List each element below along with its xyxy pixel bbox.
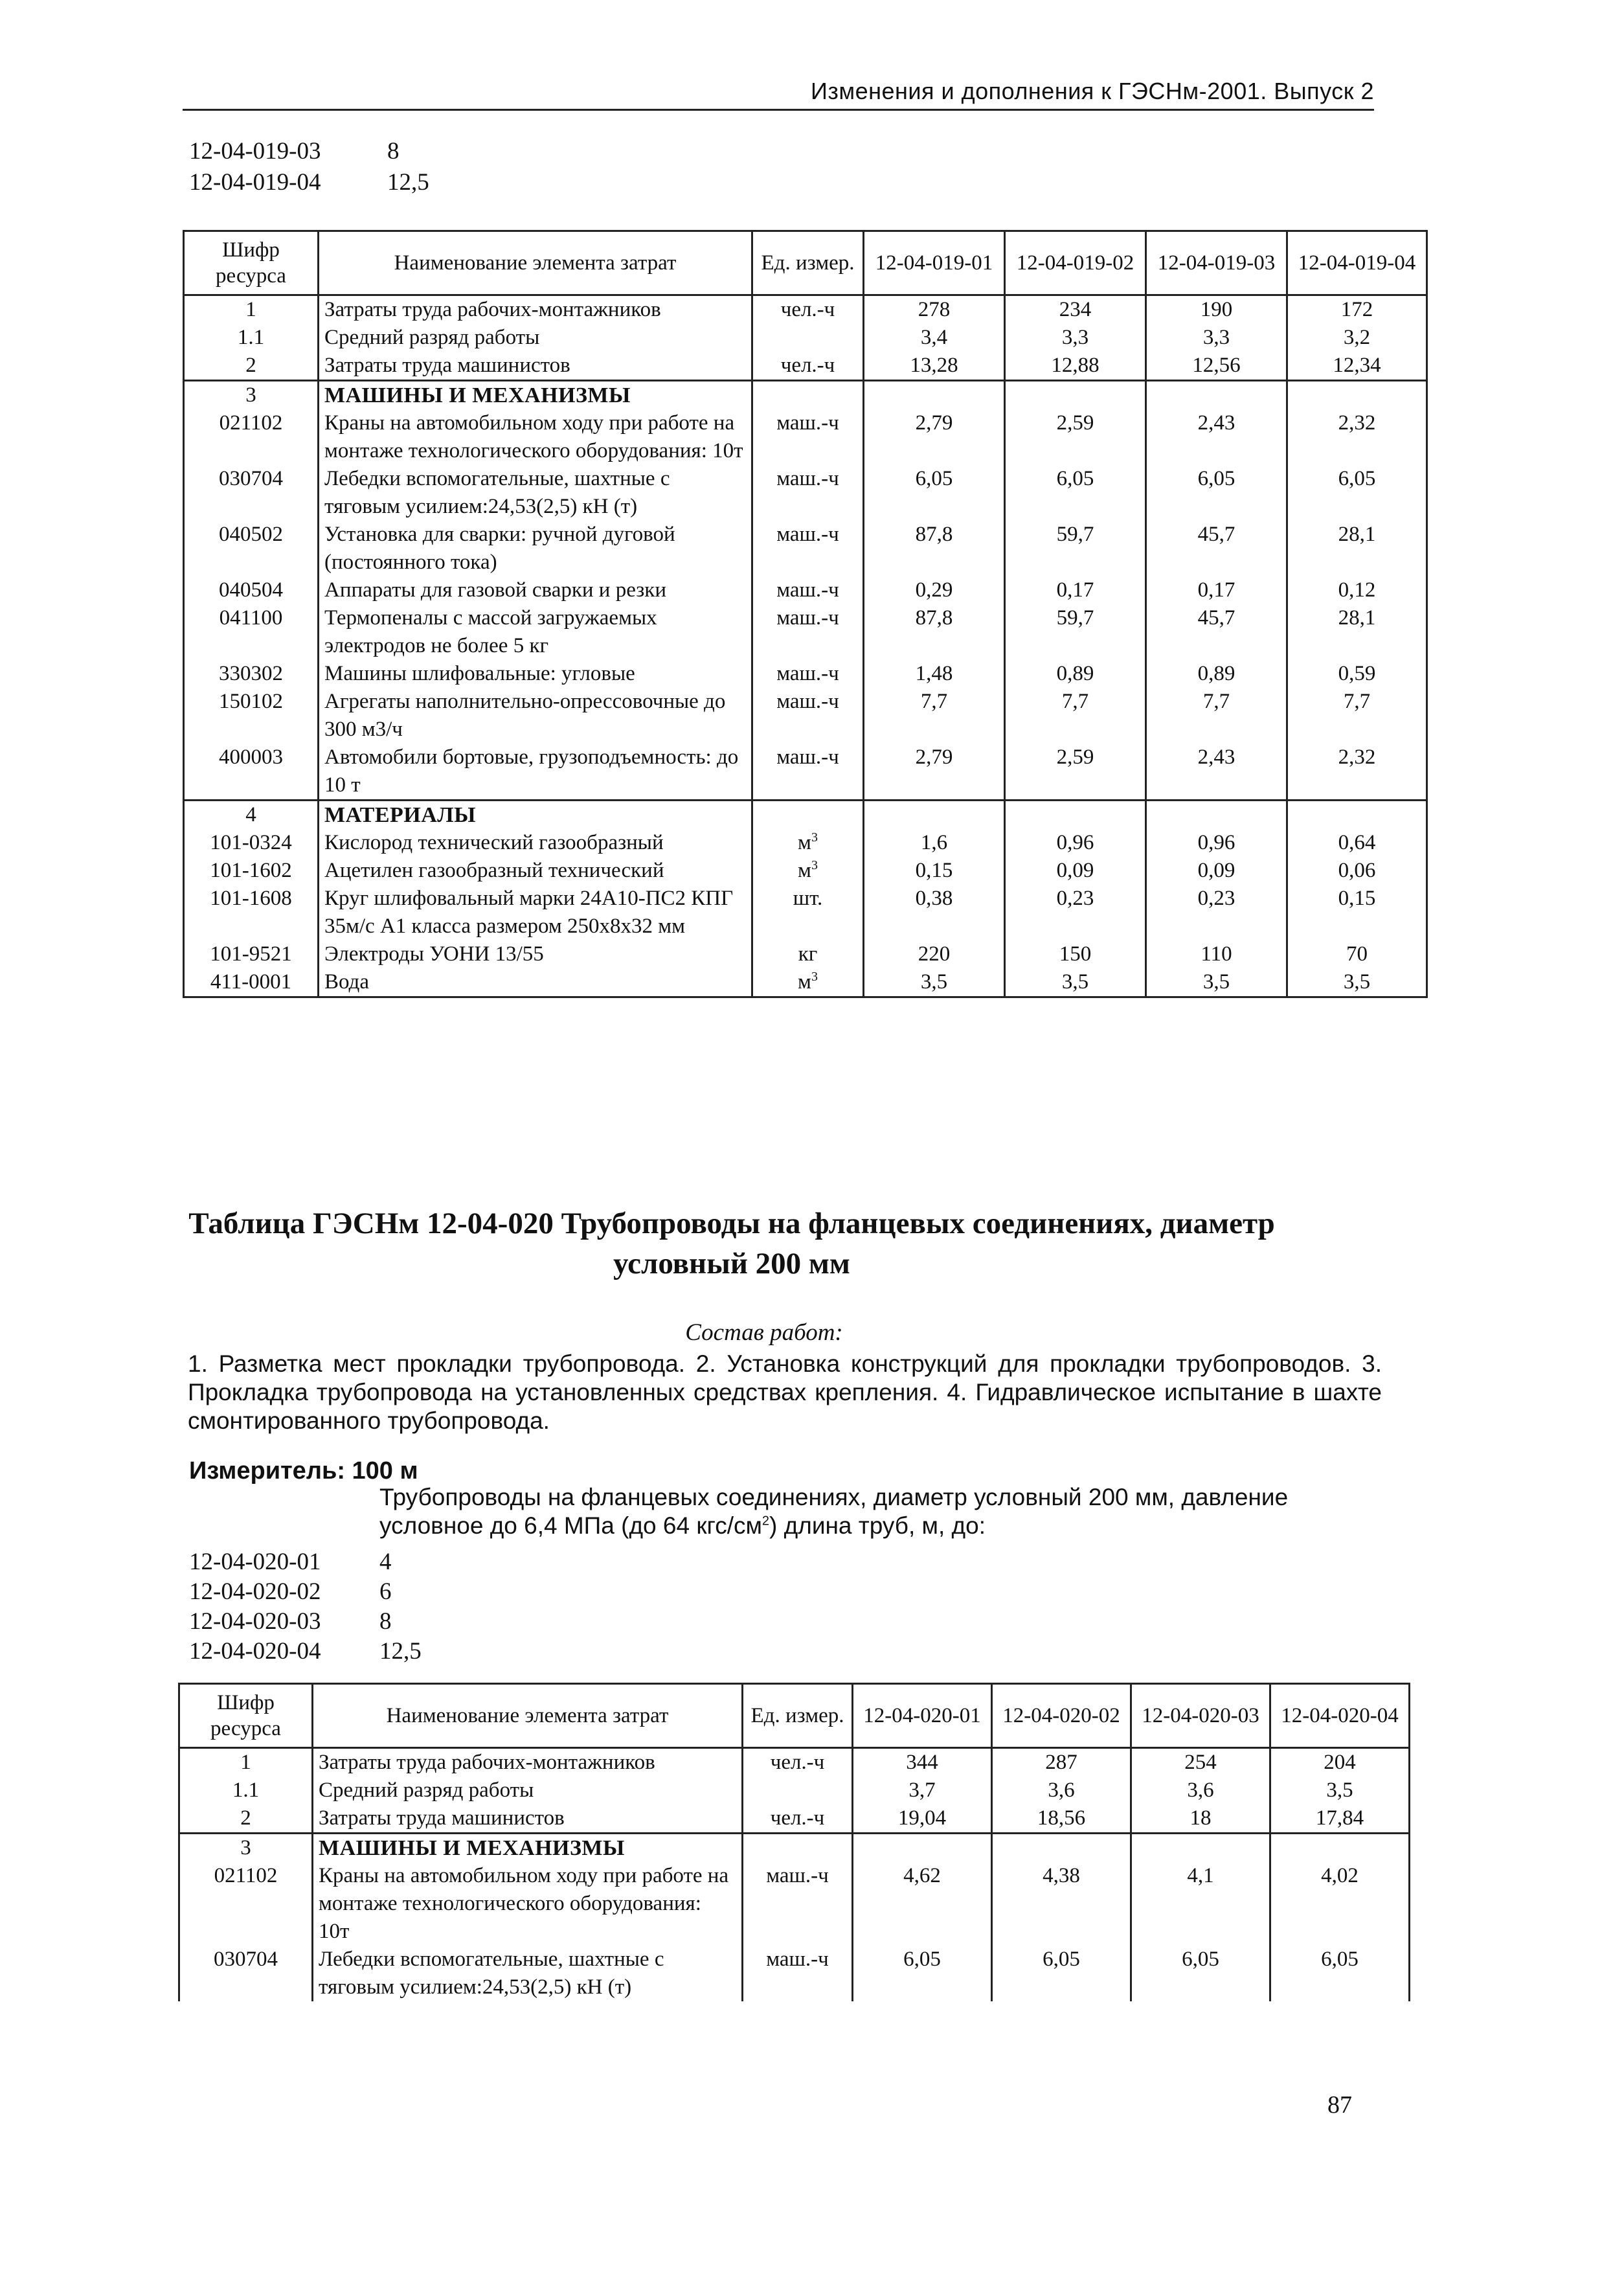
value-cell: 6,05 [1005,465,1146,521]
value-cell: 18,56 [992,1804,1131,1834]
table-row [179,1804,1410,1834]
value-cell: 0,15 [1287,885,1427,940]
cost-element-name: Затраты труда машинистов [319,352,752,381]
col-header-name: Наименование элемента затрат [319,231,752,295]
meter-label: Измеритель: 100 м [189,1457,418,1484]
section-row [184,801,1427,830]
table-row [184,857,1427,885]
code-label: 12-04-020-03 [189,1608,321,1635]
empty-cell [1287,801,1427,830]
cost-element-name: Затраты труда рабочих-монтажников [319,295,752,324]
section-name: МАТЕРИАЛЫ [319,801,752,830]
table-row [184,465,1427,521]
table-row [184,521,1427,576]
unit-cell: маш.-ч [752,465,864,521]
unit-cell: $м^3$ [752,968,864,997]
codes-list [189,1548,578,1667]
value-cell: 7,7 [1287,688,1427,744]
section-row [179,1834,1410,1863]
resource-code: 400003 [184,744,319,801]
unit-cell: маш.-ч [752,688,864,744]
resource-code: 3 [179,1834,313,1863]
cost-element-name: Электроды УОНИ 13/55 [319,940,752,968]
table-row [184,660,1427,688]
unit-cell: $м^3$ [752,829,864,857]
unit-cell: маш.-ч [752,576,864,604]
code-value: 12,5 [387,169,429,196]
resource-code: 1.1 [184,324,319,352]
works-text: 1. Разметка мест прокладки трубопровода. 2. Установка конструкций для прокладки трубопроводов. 3. Прокладка трубопровода на установленных средствах крепления. 4. Гидравлическое испытание в шахте смонтированного трубопровода. [188,1350,1382,1434]
resource-code: 411-0001 [184,968,319,997]
unit-cell: маш.-ч [743,1946,853,2001]
resource-code: 2 [184,352,319,381]
value-cell: 2,79 [864,744,1005,801]
value-cell: 4,62 [853,1862,992,1946]
resource-code: 041100 [184,604,319,660]
cost-element-name: Установка для сварки: ручной дуговой (постоянного тока) [319,521,752,576]
value-cell: 45,7 [1146,521,1287,576]
value-cell: 3,6 [992,1777,1131,1804]
resource-code: 330302 [184,660,319,688]
value-cell: 278 [864,295,1005,324]
value-cell: 0,29 [864,576,1005,604]
code-value: 8 [387,138,400,165]
page-number: 87 [1327,2091,1352,2119]
value-cell: 2,43 [1146,744,1287,801]
value-cell: 150 [1005,940,1146,968]
value-cell: 1,6 [864,829,1005,857]
table-row [179,1748,1410,1777]
cost-element-name: Лебедки вспомогательные, шахтные с тяговым усилием:24,53(2,5) кН (т) [319,465,752,521]
value-cell: 0,96 [1146,829,1287,857]
value-cell: 12,88 [1005,352,1146,381]
resource-code: 021102 [179,1862,313,1946]
value-cell: 3,6 [1131,1777,1270,1804]
value-cell: 3,7 [853,1777,992,1804]
table-row [184,576,1427,604]
col-header-value: 12-04-019-04 [1287,231,1427,295]
value-cell: 28,1 [1287,604,1427,660]
cost-element-name: Кислород технический газообразный [319,829,752,857]
code-label: 12-04-020-04 [189,1638,321,1665]
header-title: Изменения и дополнения к ГЭСНм-2001. Выпуск 2 [811,78,1374,104]
value-cell: 2,59 [1005,409,1146,465]
empty-cell [1146,801,1287,830]
value-cell: 12,56 [1146,352,1287,381]
value-cell: 3,3 [1005,324,1146,352]
code-value: 12,5 [379,1638,422,1665]
value-cell: 17,84 [1270,1804,1410,1834]
value-cell: 12,34 [1287,352,1427,381]
table-header-row [184,231,1427,295]
code-label: 12-04-020-01 [189,1549,321,1575]
value-cell: 4,02 [1270,1862,1410,1946]
table-row [179,1946,1410,2001]
cost-element-name: Круг шлифовальный марки 24А10-ПС2 КПГ 35м/с А1 класса размером 250х8х32 мм [319,885,752,940]
empty-cell [1005,801,1146,830]
col-header-value: 12-04-020-02 [992,1684,1131,1748]
col-header-value: 12-04-020-04 [1270,1684,1410,1748]
cost-element-name: Средний разряд работы [319,324,752,352]
resource-code: 101-1608 [184,885,319,940]
value-cell: 344 [853,1748,992,1777]
col-header-code: Шифр ресурса [179,1684,313,1748]
item-description: Трубопроводы на фланцевых соединениях, диаметр условный 200 мм, давление условное до 6,4 МПа (до 64 кгс/$см^2$) длина труб, м, до: [379,1484,1289,1539]
value-cell: 6,05 [1146,465,1287,521]
value-cell: 172 [1287,295,1427,324]
code-value: 8 [379,1608,392,1635]
cost-element-name: Машины шлифовальные: угловые [319,660,752,688]
resource-code: 4 [184,801,319,830]
code-row [189,1608,578,1637]
value-cell: 1,48 [864,660,1005,688]
code-value: 4 [379,1549,392,1575]
table-row [184,744,1427,801]
section-row [184,381,1427,410]
table-row [184,885,1427,940]
value-cell: 6,05 [1131,1946,1270,2001]
value-cell: 18 [1131,1804,1270,1834]
value-cell: 28,1 [1287,521,1427,576]
value-cell: 6,05 [1287,465,1427,521]
col-header-unit: Ед. измер. [752,231,864,295]
unit-cell [752,324,864,352]
value-cell: 2,43 [1146,409,1287,465]
unit-cell: чел.-ч [743,1804,853,1834]
value-cell: 6,05 [853,1946,992,2001]
table-row [179,1777,1410,1804]
unit-cell: маш.-ч [743,1862,853,1946]
cost-element-name: Автомобили бортовые, грузоподъемность: до 10 т [319,744,752,801]
resource-code: 021102 [184,409,319,465]
resource-table-019 [183,230,1428,998]
resource-code: 101-0324 [184,829,319,857]
table-row [184,688,1427,744]
empty-cell [864,801,1005,830]
empty-cell [992,1834,1131,1863]
value-cell: 45,7 [1146,604,1287,660]
value-cell: 0,17 [1005,576,1146,604]
cost-element-name: Лебедки вспомогательные, шахтные с тяговым усилием:24,53(2,5) кН (т) [313,1946,743,2001]
value-cell: 59,7 [1005,521,1146,576]
col-header-code: Шифр ресурса [184,231,319,295]
cost-element-name: Аппараты для газовой сварки и резки [319,576,752,604]
resource-code: 030704 [184,465,319,521]
cost-element-name: Вода [319,968,752,997]
unit-cell: маш.-ч [752,604,864,660]
table-row [184,409,1427,465]
value-cell: 0,38 [864,885,1005,940]
value-cell: 3,2 [1287,324,1427,352]
unit-cell: маш.-ч [752,660,864,688]
value-cell: 0,09 [1146,857,1287,885]
unit-cell: шт. [752,885,864,940]
code-row [189,1637,578,1667]
resource-code: 030704 [179,1946,313,2001]
col-header-value: 12-04-019-03 [1146,231,1287,295]
value-cell: 234 [1005,295,1146,324]
value-cell: 59,7 [1005,604,1146,660]
code-label: 12-04-019-04 [189,169,321,196]
section-name: МАШИНЫ И МЕХАНИЗМЫ [313,1834,743,1863]
resource-code: 150102 [184,688,319,744]
resource-table-020 [178,1683,1410,2001]
table-row [184,352,1427,381]
value-cell: 0,17 [1146,576,1287,604]
value-cell: 7,7 [1146,688,1287,744]
value-cell: 87,8 [864,604,1005,660]
table-row [184,968,1427,997]
resource-code: 3 [184,381,319,410]
code-label: 12-04-019-03 [189,138,321,165]
cost-element-name: Краны на автомобильном ходу при работе на монтаже технологического оборудования: 10т [313,1862,743,1946]
value-cell: 6,05 [992,1946,1131,2001]
value-cell: 0,59 [1287,660,1427,688]
value-cell: 3,5 [1005,968,1146,997]
works-heading: Состав работ: [685,1319,843,1346]
empty-cell [1146,381,1287,410]
code-row [189,137,578,168]
value-cell: 2,32 [1287,409,1427,465]
col-header-value: 12-04-020-03 [1131,1684,1270,1748]
value-cell: 3,5 [1270,1777,1410,1804]
cost-element-name: Затраты труда рабочих-монтажников [313,1748,743,1777]
cost-element-name: Краны на автомобильном ходу при работе на монтаже технологического оборудования: 10т [319,409,752,465]
value-cell: 6,05 [1270,1946,1410,2001]
value-cell: 0,23 [1146,885,1287,940]
value-cell: 4,1 [1131,1862,1270,1946]
cost-element-name: Агрегаты наполнительно-опрессовочные до 300 м3/ч [319,688,752,744]
value-cell: 70 [1287,940,1427,968]
cost-element-name: Ацетилен газообразный технический [319,857,752,885]
unit-cell: кг [752,940,864,968]
value-cell: 0,89 [1146,660,1287,688]
value-cell: 110 [1146,940,1287,968]
table-row [184,604,1427,660]
col-header-value: 12-04-020-01 [853,1684,992,1748]
empty-cell [1005,381,1146,410]
value-cell: 0,09 [1005,857,1146,885]
value-cell: 2,79 [864,409,1005,465]
table-row [179,1862,1410,1946]
col-header-value: 12-04-019-02 [1005,231,1146,295]
code-value: 6 [379,1578,392,1605]
unit-cell [743,1777,853,1804]
col-header-unit: Ед. измер. [743,1684,853,1748]
page-header [183,76,1374,111]
empty-cell [752,801,864,830]
value-cell: 0,89 [1005,660,1146,688]
value-cell: 19,04 [853,1804,992,1834]
section-name: МАШИНЫ И МЕХАНИЗМЫ [319,381,752,410]
value-cell: 87,8 [864,521,1005,576]
col-header-name: Наименование элемента затрат [313,1684,743,1748]
value-cell: 190 [1146,295,1287,324]
code-row [189,1548,578,1578]
empty-cell [1287,381,1427,410]
value-cell: 0,64 [1287,829,1427,857]
value-cell: 3,3 [1146,324,1287,352]
table-header-row [179,1684,1410,1748]
col-header-value: 12-04-019-01 [864,231,1005,295]
empty-cell [1131,1834,1270,1863]
value-cell: 4,38 [992,1862,1131,1946]
table-row [184,829,1427,857]
resource-code: 040504 [184,576,319,604]
table-row [184,295,1427,324]
value-cell: 0,96 [1005,829,1146,857]
section-title: Таблица ГЭСНм 12-04-020 Трубопроводы на фланцевых соединениях, диаметр условный 200 мм [188,1207,1275,1280]
value-cell: 3,5 [864,968,1005,997]
value-cell: 254 [1131,1748,1270,1777]
resource-code: 1.1 [179,1777,313,1804]
value-cell: 7,7 [1005,688,1146,744]
value-cell: 6,05 [864,465,1005,521]
value-cell: 13,28 [864,352,1005,381]
value-cell: 0,15 [864,857,1005,885]
empty-cell [752,381,864,410]
unit-cell: маш.-ч [752,409,864,465]
value-cell: 220 [864,940,1005,968]
value-cell: 2,59 [1005,744,1146,801]
cost-element-name: Средний разряд работы [313,1777,743,1804]
resource-code: 101-9521 [184,940,319,968]
resource-code: 2 [179,1804,313,1834]
cost-element-name: Затраты труда машинистов [313,1804,743,1834]
empty-cell [743,1834,853,1863]
empty-cell [864,381,1005,410]
code-label: 12-04-020-02 [189,1578,321,1605]
unit-cell: маш.-ч [752,521,864,576]
value-cell: 3,5 [1287,968,1427,997]
value-cell: 0,12 [1287,576,1427,604]
value-cell: 3,4 [864,324,1005,352]
empty-cell [853,1834,992,1863]
empty-cell [1270,1834,1410,1863]
value-cell: 204 [1270,1748,1410,1777]
unit-cell: чел.-ч [752,352,864,381]
cost-element-name: Термопеналы с массой загружаемых электродов не более 5 кг [319,604,752,660]
value-cell: 2,32 [1287,744,1427,801]
resource-code: 040502 [184,521,319,576]
value-cell: 287 [992,1748,1131,1777]
unit-cell: чел.-ч [752,295,864,324]
value-cell: 7,7 [864,688,1005,744]
unit-cell: чел.-ч [743,1748,853,1777]
value-cell: 3,5 [1146,968,1287,997]
value-cell: 0,06 [1287,857,1427,885]
unit-cell: маш.-ч [752,744,864,801]
code-row [189,1578,578,1608]
resource-code: 1 [179,1748,313,1777]
unit-cell: $м^3$ [752,857,864,885]
code-row [189,168,578,199]
value-cell: 0,23 [1005,885,1146,940]
top-codes [189,137,578,199]
table-row [184,324,1427,352]
resource-code: 1 [184,295,319,324]
table-row [184,940,1427,968]
resource-code: 101-1602 [184,857,319,885]
